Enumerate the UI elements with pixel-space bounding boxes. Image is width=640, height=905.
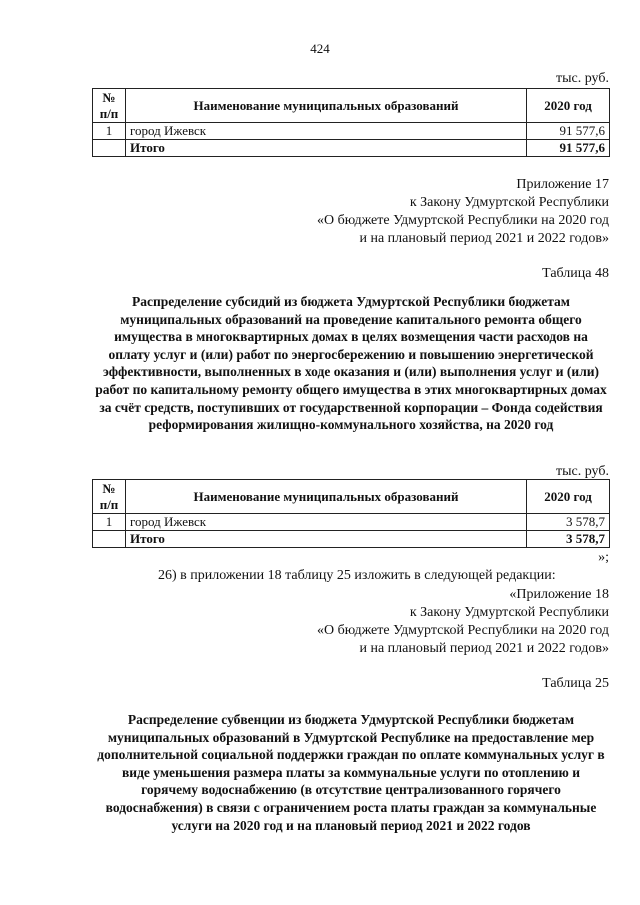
total-empty-cell	[93, 140, 126, 157]
appendix-18-line1: «Приложение 18	[509, 587, 609, 602]
header-name: Наименование муниципальных образований	[126, 480, 527, 514]
table-25-title: Распределение субвенции из бюджета Удмуртской Республики бюджетам муниципальных образований в Удмуртской Республике на предоставление мер дополнительной социальной поддержки граждан по оплате коммунальных услуг в виде уменьшения размера платы за коммунальные услуги по отоплению и горячему водоснабжению (в отсутствие централизованного горячего водоснабжения) в связи с ограничением роста платы граждан за коммунальные услуги на 2020 год и на плановый период 2021 и 2022 годов	[97, 712, 605, 833]
row-num: 1	[93, 514, 126, 531]
appendix-17-block	[317, 176, 609, 248]
appendix-17-line1: Приложение 17	[516, 177, 609, 192]
table-total-row	[93, 531, 610, 548]
appendix-18-line2: к Закону Удмуртской Республики	[409, 605, 609, 620]
appendix-17-line2: к Закону Удмуртской Республики	[409, 195, 609, 210]
appendix-17-line4: и на плановый период 2021 и 2022 годов»	[359, 231, 609, 246]
total-label: Итого	[126, 140, 527, 157]
appendix-18-line4: и на плановый период 2021 и 2022 годов»	[359, 641, 609, 656]
table-row	[93, 514, 610, 531]
row-name: город Ижевск	[126, 514, 527, 531]
row-num: 1	[93, 123, 126, 140]
header-num: № п/п	[93, 480, 126, 514]
table-25-label: Таблица 25	[542, 676, 609, 691]
closing-mark: »;	[598, 550, 609, 565]
table-row	[93, 123, 610, 140]
row-value: 91 577,6	[527, 123, 610, 140]
header-name: Наименование муниципальных образований	[126, 89, 527, 123]
row-name: город Ижевск	[126, 123, 527, 140]
units-label-1: тыс. руб.	[556, 71, 609, 86]
total-empty-cell	[93, 531, 126, 548]
total-label: Итого	[126, 531, 527, 548]
total-value: 3 578,7	[527, 531, 610, 548]
appendix-18-line3: «О бюджете Удмуртской Республики на 2020 год	[316, 623, 609, 638]
appendix-17-line3: «О бюджете Удмуртской Республики на 2020 год	[316, 213, 609, 228]
page-number: 424	[310, 41, 330, 56]
table-48-title: Распределение субсидий из бюджета Удмуртской Республики бюджетам муниципальных образований на проведение капитального ремонта общего имущества в многоквартирных домах в целях возмещения части расходов на оплату услуг и (или) работ по энергосбережению и повышению энергетической эффективности, выполненных в ходе оказания и (или) выполнения услуг и (или) работ по капитальному ремонту общего имущества в этих многоквартирных домах за счёт средств, поступивших от государственной корпорации – Фонда содействия реформирования жилищно-коммунального хозяйства, на 2020 год	[95, 294, 607, 433]
header-year: 2020 год	[527, 89, 610, 123]
table-header-row	[93, 89, 610, 123]
instruction-paragraph: 26) в приложении 18 таблицу 25 изложить в следующей редакции:	[158, 568, 556, 583]
table-48-label: Таблица 48	[542, 266, 609, 281]
units-label-2: тыс. руб.	[556, 464, 609, 479]
header-num: № п/п	[93, 89, 126, 123]
row-value: 3 578,7	[527, 514, 610, 531]
header-year: 2020 год	[527, 480, 610, 514]
total-value: 91 577,6	[527, 140, 610, 157]
table-total-row	[93, 140, 610, 157]
table-2	[92, 479, 610, 548]
table-1	[92, 88, 610, 157]
table-header-row	[93, 480, 610, 514]
appendix-18-block	[317, 586, 609, 658]
